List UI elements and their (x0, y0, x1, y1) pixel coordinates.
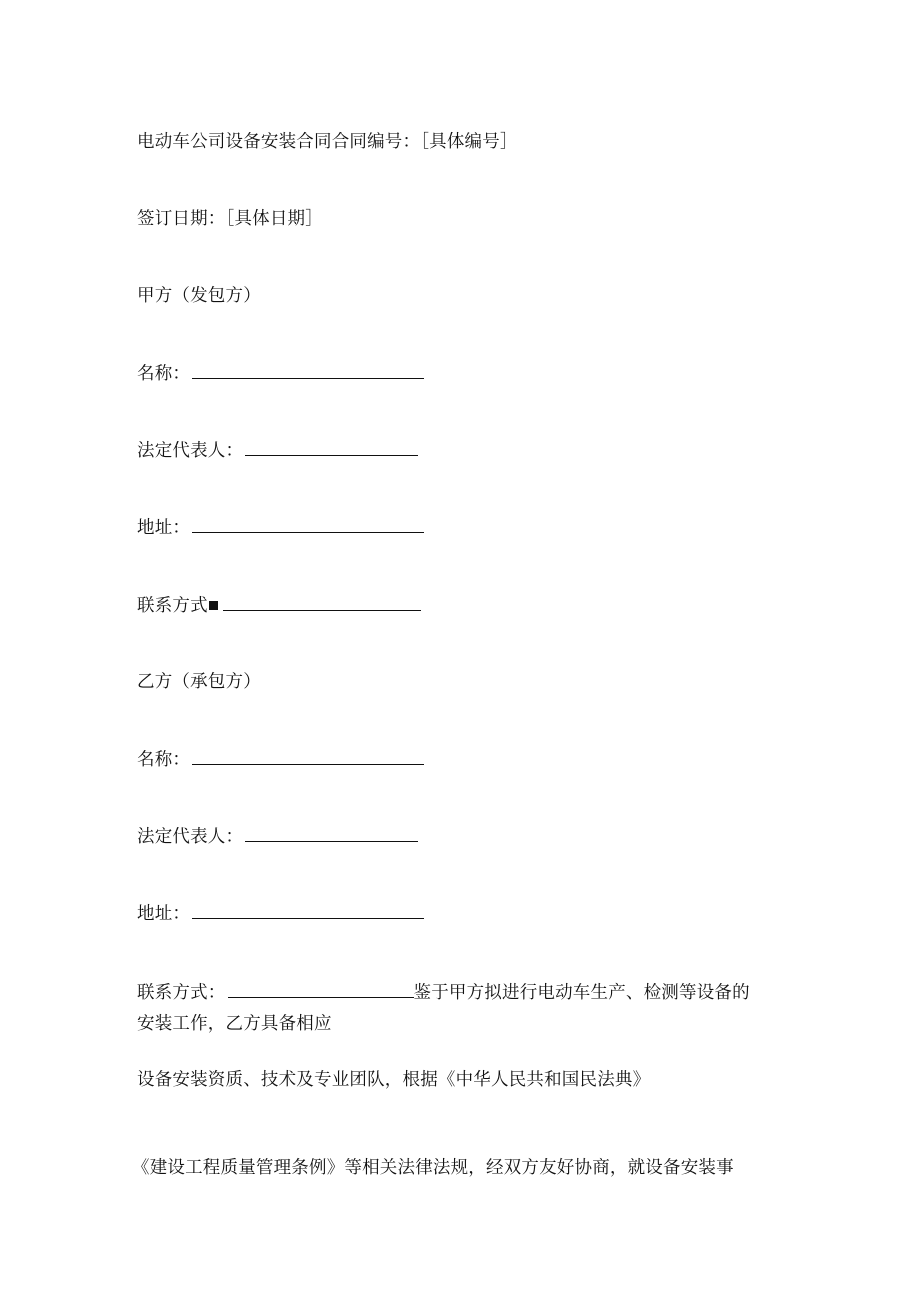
party-b-contact-blank[interactable] (228, 980, 414, 998)
recital-start-text: 鉴于甲方拟进行电动车生产、检测等设备的 (413, 983, 750, 1003)
party-a-legal-rep-blank[interactable] (245, 438, 418, 456)
party-a-name-label: 名称： (137, 364, 191, 384)
party-b-name-blank[interactable] (192, 747, 424, 765)
party-b-legal-rep-row (137, 824, 418, 848)
recital-line-1: 安装工作，乙方具备相应 (137, 1014, 332, 1034)
party-a-legal-rep-row (137, 438, 418, 462)
party-a-name-row (137, 361, 424, 385)
party-a-legal-rep-label: 法定代表人： (137, 441, 244, 461)
party-b-address-blank[interactable] (192, 901, 424, 919)
party-b-name-row (137, 747, 424, 771)
party-b-contact-label: 联系方式： (137, 983, 226, 1003)
contract-number-line: 电动车公司设备安装合同合同编号：［具体编号］ (137, 132, 518, 152)
party-a-address-label: 地址： (137, 518, 191, 538)
party-a-heading: 甲方（发包方） (137, 286, 261, 306)
party-a-address-blank[interactable] (192, 515, 424, 533)
party-a-contact-label: 联系方式 (137, 596, 208, 616)
party-b-name-label: 名称： (137, 750, 191, 770)
party-b-address-label: 地址： (137, 904, 191, 924)
party-a-contact-row (137, 593, 421, 617)
party-a-contact-blank[interactable] (223, 593, 421, 611)
party-b-heading: 乙方（承包方） (137, 672, 261, 692)
party-a-name-blank[interactable] (192, 361, 424, 379)
square-bullet-icon (209, 601, 218, 610)
party-b-legal-rep-blank[interactable] (245, 824, 418, 842)
party-a-address-row (137, 515, 424, 539)
party-b-address-row (137, 901, 424, 925)
recital-line-3: 《建设工程质量管理条例》等相关法律法规，经双方友好协商，就设备安装事 (132, 1158, 734, 1178)
party-b-contact-row (137, 980, 750, 1004)
party-b-legal-rep-label: 法定代表人： (137, 827, 244, 847)
recital-line-2: 设备安装资质、技术及专业团队，根据《中华人民共和国民法典》 (137, 1070, 651, 1090)
sign-date-line: 签订日期：［具体日期］ (137, 209, 323, 229)
